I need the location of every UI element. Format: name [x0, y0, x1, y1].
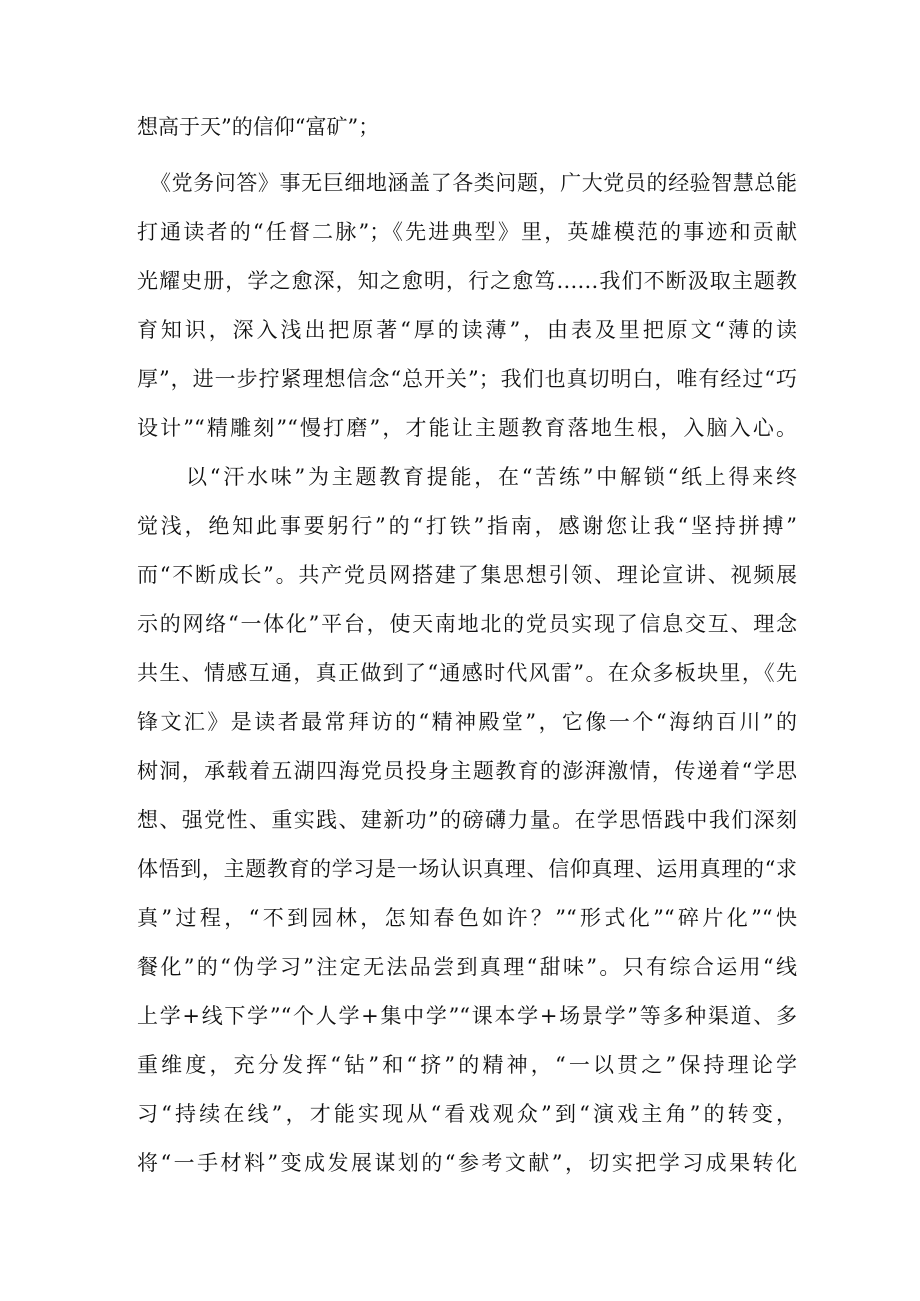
text-line: 习“持续在线”，才能实现从“看戏观众”到“演戏主角”的转变，: [137, 1102, 797, 1126]
text-line: 想、强党性、重实践、建新功”的磅礴力量。在学思悟践中我们深刻: [137, 808, 797, 832]
text-line: 觉浅，绝知此事要躬行”的“打铁”指南，感谢您让我“坚持拼搏”: [137, 514, 797, 538]
text-line: 厚”，进一步拧紧理想信念“总开关”；我们也真切明白，唯有经过“巧: [137, 367, 797, 391]
text-line: 《党务问答》事无巨细地涵盖了各类问题，广大党员的经验智慧总能: [150, 171, 797, 195]
text-line: 上学+线下学”“个人学+集中学”“课本学+场景学”等多种渠道、多: [137, 1004, 797, 1028]
text-line: 育知识，深入浅出把原著“厚的读薄”，由表及里把原文“薄的读: [137, 318, 797, 342]
text-line: 打通读者的“任督二脉”；《先进典型》里，英雄模范的事迹和贡献: [137, 220, 797, 244]
text-line: 而“不断成长”。共产党员网搭建了集思想引领、理论宣讲、视频展: [137, 563, 797, 587]
text-line: 树洞，承载着五湖四海党员投身主题教育的澎湃激情，传递着“学思: [137, 759, 797, 783]
text-line: 共生、情感互通，真正做到了“通感时代风雷”。在众多板块里，《先: [137, 661, 797, 685]
text-line: 锋文汇》是读者最常拜访的“精神殿堂”，它像一个“海纳百川”的: [137, 710, 797, 734]
text-line: 体悟到，主题教育的学习是一场认识真理、信仰真理、运用真理的“求: [137, 857, 797, 881]
text-line: 光耀史册，学之愈深，知之愈明，行之愈笃……我们不断汲取主题教: [137, 269, 797, 293]
text-line: 示的网络“一体化”平台，使天南地北的党员实现了信息交互、理念: [137, 612, 797, 636]
text-line: 真”过程，“不到园林，怎知春色如许？”“形式化”“碎片化”“快: [137, 906, 797, 930]
text-line: 想高于天”的信仰“富矿”；: [137, 115, 380, 139]
text-line: 将“一手材料”变成发展谋划的“参考文献”，切实把学习成果转化: [137, 1151, 797, 1175]
text-line: 以“汗水味”为主题教育提能，在“苦练”中解锁“纸上得来终: [186, 465, 797, 489]
text-line: 餐化”的“伪学习”注定无法品尝到真理“甜味”。只有综合运用“线: [137, 955, 797, 979]
text-line: 设计”“精雕刻”“慢打磨”，才能让主题教育落地生根，入脑入心。: [137, 416, 797, 440]
text-line: 重维度，充分发挥“钻”和“挤”的精神，“一以贯之”保持理论学: [137, 1053, 797, 1077]
